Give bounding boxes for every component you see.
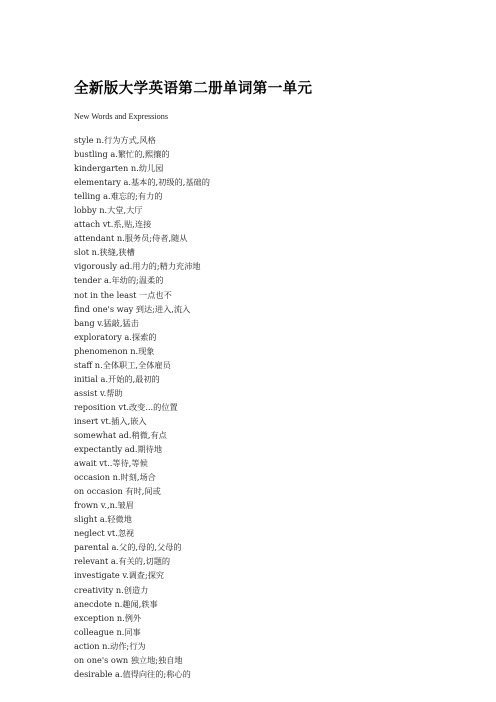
vocabulary-entry: elementary a.基本的,初级的,基础的 [74, 177, 210, 188]
vocabulary-entry: vigorously ad.用力的;精力充沛地 [74, 261, 201, 272]
vocabulary-entry: await vt..等待,等候 [74, 458, 148, 469]
vocabulary-entry: creativity n.创造力 [74, 584, 149, 595]
document-title: 全新版大学英语第二册单词第一单元 [74, 80, 313, 97]
vocabulary-entry: colleague n.同事 [74, 626, 141, 637]
vocabulary-entry: style n.行为方式,风格 [74, 135, 156, 145]
vocabulary-entry: telling a.难忘的;有力的 [74, 191, 163, 202]
vocabulary-entry: staff n.全体职工,全体雇员 [74, 359, 171, 370]
vocabulary-entry: neglect vt.忽视 [74, 528, 135, 539]
vocabulary-entry: slot n.狭缝,狭槽 [74, 247, 135, 258]
vocabulary-entry: reposition vt.改变...的位置 [74, 401, 178, 412]
vocabulary-entry: lobby n.大堂,大厅 [74, 205, 143, 216]
vocabulary-entry: kindergarten n.幼儿园 [74, 163, 164, 174]
vocabulary-entry: relevant a.有关的,切题的 [74, 556, 171, 567]
vocabulary-entry: slight a.轻微地 [74, 514, 132, 525]
vocabulary-entry: investigate v.调查;探究 [74, 570, 165, 581]
vocabulary-entry: exception n.例外 [74, 612, 142, 623]
vocabulary-entry: exploratory a.探索的 [74, 331, 157, 342]
vocabulary-entry: assist v.帮助 [74, 387, 123, 398]
vocabulary-entry: find one's way 到达;进入,流入 [74, 303, 191, 314]
vocabulary-entry: phenomenon n.现象 [74, 345, 155, 356]
vocabulary-entry: on one's own 独立地;独自地 [74, 654, 183, 665]
vocabulary-entry: expectantly ad.期待地 [74, 444, 163, 455]
vocabulary-entry: anecdote n.趣闻,轶事 [74, 598, 158, 609]
vocabulary-entry: on occasion 有时,间或 [74, 486, 161, 497]
vocabulary-entry: desirable a.值得向往的;称心的 [74, 668, 191, 679]
vocabulary-entry: insert vt.插入,嵌入 [74, 415, 147, 426]
vocabulary-entry: bang v.猛敲,猛击 [74, 317, 139, 328]
vocabulary-entry: action n.动作;行为 [74, 640, 146, 651]
vocabulary-entry: parental a.父的,母的,父母的 [74, 542, 182, 553]
section-heading: New Words and Expressions [74, 112, 169, 121]
vocabulary-entry: tender a.年幼的;温柔的 [74, 275, 164, 286]
vocabulary-entry: attach vt.系,贴,连接 [74, 219, 152, 230]
vocabulary-entry: frown v.,n.皱眉 [74, 500, 134, 511]
vocabulary-entry: initial a.开始的,最初的 [74, 373, 160, 384]
vocabulary-entry: bustling a.繁忙的,熙攘的 [74, 149, 170, 160]
vocabulary-entry: occasion n.时刻,场合 [74, 472, 156, 483]
vocabulary-list [74, 133, 210, 681]
vocabulary-entry: attendant n.服务员;侍者,随从 [74, 233, 188, 244]
vocabulary-entry: somewhat ad.稍微,有点 [74, 429, 167, 440]
vocabulary-entry: not in the least 一点也不 [74, 289, 172, 300]
